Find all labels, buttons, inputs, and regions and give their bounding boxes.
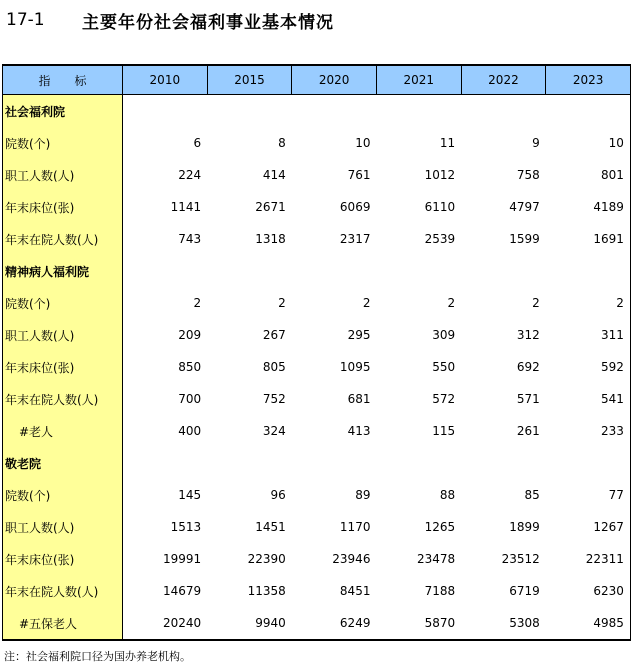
row-label: 年末床位(张) xyxy=(3,543,123,575)
data-cell: 11358 xyxy=(247,584,286,598)
data-cell xyxy=(376,255,461,287)
table-row xyxy=(3,415,631,447)
data-cell: 6249 xyxy=(292,607,377,640)
data-cell: 692 xyxy=(516,360,540,374)
data-cell xyxy=(376,95,461,128)
column-header-year: 2022 xyxy=(461,65,546,95)
table-row xyxy=(3,287,631,319)
data-cell xyxy=(461,447,546,479)
data-cell: 1095 xyxy=(339,360,371,374)
data-cell: 4985 xyxy=(546,607,631,640)
table-row xyxy=(3,511,631,543)
column-header-year: 2015 xyxy=(207,65,292,95)
data-cell xyxy=(207,255,292,287)
row-label: 年末床位(张) xyxy=(3,191,123,223)
data-cell: 7188 xyxy=(424,584,456,598)
row-label: 院数(个) xyxy=(3,127,123,159)
data-cell: 541 xyxy=(546,383,631,415)
data-cell: 10 xyxy=(355,136,371,150)
data-cell xyxy=(546,255,631,287)
data-cell: 20240 xyxy=(123,607,208,640)
table-row xyxy=(3,223,631,255)
data-cell: 311 xyxy=(546,319,631,351)
data-cell xyxy=(376,447,461,479)
data-cell: 1141 xyxy=(170,200,202,214)
data-cell: 413 xyxy=(347,424,371,438)
data-cell: 8 xyxy=(278,136,286,150)
data-cell: 1318 xyxy=(255,232,286,246)
table-row xyxy=(3,351,631,383)
data-cell: 2 xyxy=(532,296,540,310)
data-cell: 261 xyxy=(516,424,540,438)
data-cell: 9940 xyxy=(207,607,292,640)
data-cell: 96 xyxy=(270,488,286,502)
data-cell: 2 xyxy=(447,296,456,310)
data-cell xyxy=(207,95,292,128)
column-header-year: 2021 xyxy=(376,65,461,95)
data-cell: 850 xyxy=(178,360,202,374)
data-cell: 2539 xyxy=(424,232,456,246)
data-cell: 4189 xyxy=(546,191,631,223)
data-cell: 6110 xyxy=(424,200,456,214)
data-cell: 22390 xyxy=(247,552,286,566)
data-cell: 89 xyxy=(355,488,371,502)
data-cell: 550 xyxy=(432,360,456,374)
data-cell: 1599 xyxy=(509,232,540,246)
data-cell xyxy=(207,447,292,479)
table-row xyxy=(3,479,631,511)
data-cell xyxy=(546,447,631,479)
data-cell: 1451 xyxy=(255,520,286,534)
data-cell: 23512 xyxy=(501,552,540,566)
data-cell xyxy=(461,255,546,287)
data-cell: 312 xyxy=(516,328,540,342)
table-row xyxy=(3,575,631,607)
data-cell: 309 xyxy=(432,328,456,342)
data-cell: 224 xyxy=(178,168,202,182)
data-cell: 801 xyxy=(546,159,631,191)
row-label: #老人 xyxy=(3,415,123,447)
data-cell: 10 xyxy=(546,127,631,159)
row-label: #五保老人 xyxy=(3,607,123,640)
data-cell: 1513 xyxy=(170,520,202,534)
data-cell: 23478 xyxy=(416,552,456,566)
data-cell: 572 xyxy=(432,392,456,406)
section-label: 社会福利院 xyxy=(3,95,123,128)
data-cell: 1899 xyxy=(509,520,540,534)
data-cell: 743 xyxy=(178,232,202,246)
column-header-year: 2020 xyxy=(292,65,377,95)
data-cell xyxy=(123,255,208,287)
row-label: 职工人数(人) xyxy=(3,319,123,351)
data-cell: 88 xyxy=(439,488,456,502)
data-cell: 6069 xyxy=(339,200,371,214)
table-row xyxy=(3,127,631,159)
data-cell: 761 xyxy=(347,168,371,182)
data-cell: 295 xyxy=(347,328,371,342)
data-cell: 1170 xyxy=(339,520,371,534)
table-row xyxy=(3,543,631,575)
table-number: 17-1 xyxy=(6,10,45,30)
data-cell: 145 xyxy=(178,488,202,502)
page-title: 主要年份社会福利事业基本情况 xyxy=(82,12,334,33)
statistics-table xyxy=(2,64,631,641)
data-cell xyxy=(292,255,377,287)
section-row xyxy=(3,95,631,128)
section-label: 精神病人福利院 xyxy=(3,255,123,287)
table-row xyxy=(3,319,631,351)
data-cell xyxy=(292,447,377,479)
row-label: 年末床位(张) xyxy=(3,351,123,383)
data-cell: 6 xyxy=(193,136,202,150)
data-cell: 77 xyxy=(546,479,631,511)
data-cell: 85 xyxy=(524,488,540,502)
data-cell xyxy=(123,447,208,479)
table-row xyxy=(3,607,631,640)
data-cell xyxy=(461,95,546,128)
data-cell xyxy=(123,95,208,128)
row-label: 年末在院人数(人) xyxy=(3,223,123,255)
data-cell: 9 xyxy=(532,136,540,150)
data-cell: 758 xyxy=(516,168,540,182)
data-cell: 1691 xyxy=(546,223,631,255)
row-label: 院数(个) xyxy=(3,479,123,511)
data-cell: 8451 xyxy=(339,584,371,598)
data-cell: 19991 xyxy=(162,552,202,566)
data-cell: 2317 xyxy=(339,232,371,246)
table-header-row xyxy=(3,65,631,95)
column-header-year: 2010 xyxy=(123,65,208,95)
data-cell: 4797 xyxy=(509,200,540,214)
data-cell: 267 xyxy=(262,328,286,342)
data-cell: 22311 xyxy=(546,543,631,575)
data-cell: 400 xyxy=(178,424,202,438)
table-row xyxy=(3,159,631,191)
section-row xyxy=(3,255,631,287)
data-cell: 2671 xyxy=(255,200,286,214)
data-cell: 2 xyxy=(193,296,202,310)
row-label: 院数(个) xyxy=(3,287,123,319)
data-cell: 2 xyxy=(546,287,631,319)
data-cell: 324 xyxy=(262,424,286,438)
column-header-year: 2023 xyxy=(546,65,631,95)
column-header-indicator: 指 标 xyxy=(3,65,123,95)
data-cell: 233 xyxy=(546,415,631,447)
title-bar xyxy=(6,6,334,34)
data-cell: 5870 xyxy=(376,607,461,640)
row-label: 年末在院人数(人) xyxy=(3,575,123,607)
data-cell: 2 xyxy=(278,296,286,310)
data-cell: 5308 xyxy=(461,607,546,640)
data-cell: 6230 xyxy=(546,575,631,607)
data-cell: 14679 xyxy=(162,584,202,598)
data-cell: 571 xyxy=(516,392,540,406)
table-row xyxy=(3,383,631,415)
data-cell xyxy=(292,95,377,128)
data-cell: 115 xyxy=(432,424,456,438)
data-cell: 681 xyxy=(347,392,371,406)
data-cell: 414 xyxy=(262,168,286,182)
data-cell: 752 xyxy=(262,392,286,406)
data-cell: 209 xyxy=(178,328,202,342)
row-label: 职工人数(人) xyxy=(3,511,123,543)
data-cell: 6719 xyxy=(509,584,540,598)
data-cell: 700 xyxy=(178,392,202,406)
table-body xyxy=(3,95,631,641)
data-cell: 805 xyxy=(262,360,286,374)
row-label: 年末在院人数(人) xyxy=(3,383,123,415)
row-label: 职工人数(人) xyxy=(3,159,123,191)
section-label: 敬老院 xyxy=(3,447,123,479)
table-row xyxy=(3,191,631,223)
data-cell: 1012 xyxy=(424,168,456,182)
data-cell: 592 xyxy=(546,351,631,383)
data-cell: 1265 xyxy=(424,520,456,534)
data-cell: 23946 xyxy=(332,552,371,566)
data-cell: 11 xyxy=(439,136,456,150)
data-cell xyxy=(546,95,631,128)
footnote: 注：社会福利院口径为国办养老机构。 xyxy=(4,650,191,663)
data-cell: 1267 xyxy=(546,511,631,543)
data-cell: 2 xyxy=(362,296,371,310)
section-row xyxy=(3,447,631,479)
